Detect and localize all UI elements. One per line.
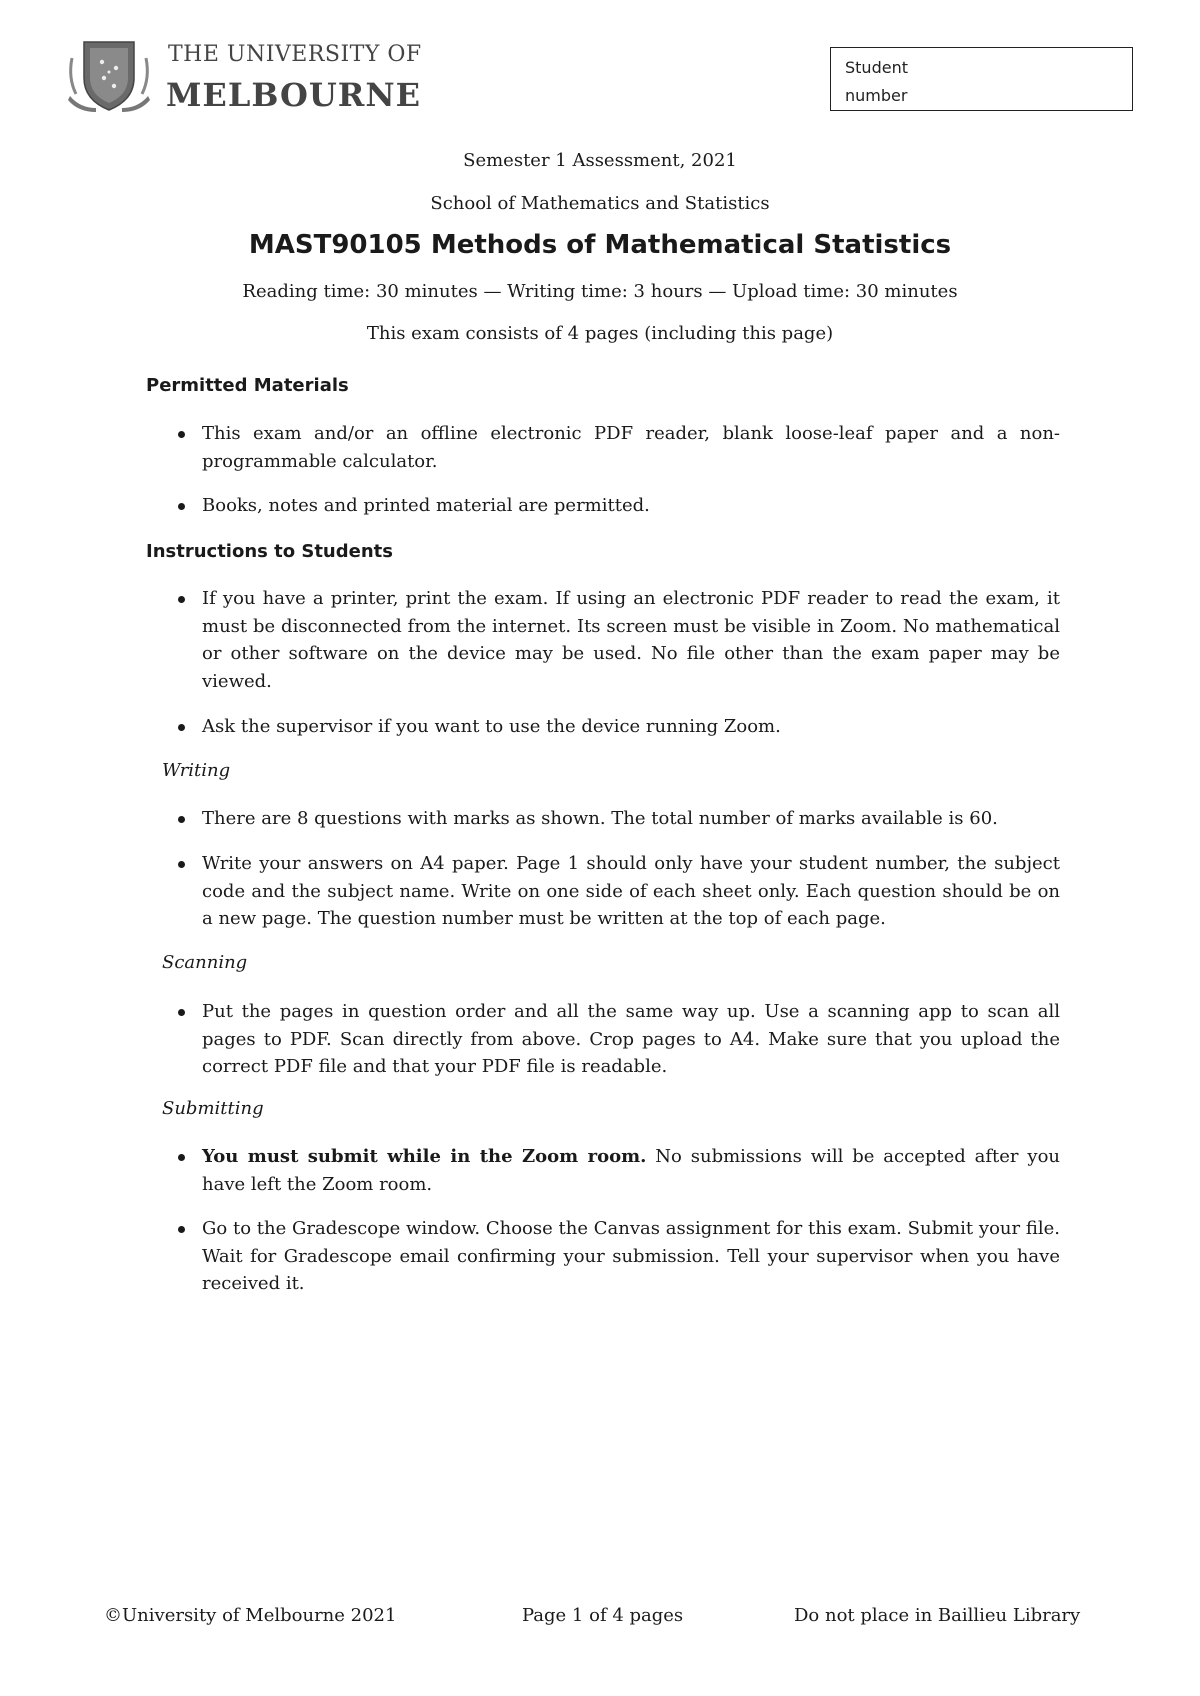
- bullet-icon: [178, 1154, 185, 1161]
- semester-line: Semester 1 Assessment, 2021: [463, 150, 737, 171]
- list-item: Put the pages in question order and all the same way up. Use a scanning app to scan all pages to PDF. Scan directly from above. Crop pages to A4. Make sure that you upload the correct PDF file and that your PDF file is readable.: [178, 998, 1060, 1081]
- zoom-submit-emphasis: You must submit while in the Zoom room.: [202, 1146, 647, 1167]
- student-number-box: [830, 47, 1133, 111]
- student-box-label-line1: Student: [845, 58, 908, 77]
- bullet-icon: [178, 816, 185, 823]
- footer-copyright: ©University of Melbourne 2021: [104, 1605, 397, 1626]
- permitted-materials-heading: Permitted Materials: [146, 375, 349, 396]
- times-line: Reading time: 30 minutes — Writing time: 3 hours — Upload time: 30 minutes: [242, 281, 958, 302]
- zoom-submit-rest: No submissions will be accepted after you have left the Zoom room.: [202, 1146, 1061, 1195]
- footer-page-number: Page 1 of 4 pages: [522, 1605, 684, 1626]
- bullet-icon: [178, 596, 185, 603]
- university-logo: [66, 38, 422, 114]
- school-line: School of Mathematics and Statistics: [430, 193, 770, 214]
- list-item: Go to the Gradescope window. Choose the Canvas assignment for this exam. Submit your file. Wait for Gradescope email confirming your submission. Tell your supervisor when you have received it.: [178, 1215, 1060, 1298]
- list-item: This exam and/or an offline electronic PDF reader, blank loose-leaf paper and a non-programmable calculator.: [178, 420, 1060, 475]
- student-box-label-line2: number: [845, 86, 908, 105]
- list-item: If you have a printer, print the exam. If using an electronic PDF reader to read the exam, it must be disconnected from the internet. Its screen must be visible in Zoom. No mathematical or other software on the device may be used. No file other than the exam paper may be viewed.: [178, 585, 1060, 695]
- pages-line: This exam consists of 4 pages (including this page): [366, 323, 834, 344]
- footer-library-notice: Do not place in Baillieu Library: [794, 1605, 1081, 1626]
- writing-subheading: Writing: [162, 760, 231, 781]
- bullet-icon: [178, 431, 185, 438]
- scanning-subheading: Scanning: [162, 952, 248, 973]
- submitting-subheading: Submitting: [162, 1098, 264, 1119]
- exam-title: MAST90105 Methods of Mathematical Statistics: [248, 230, 952, 260]
- university-crest-icon: [66, 38, 152, 114]
- logo-text-line2: MELBOURNE: [166, 76, 421, 114]
- bullet-icon: [178, 1226, 185, 1233]
- logo-text-line1: THE UNIVERSITY OF: [168, 42, 422, 67]
- bullet-icon: [178, 861, 185, 868]
- list-item: Write your answers on A4 paper. Page 1 should only have your student number, the subject code and the subject name. Write on one side of each sheet only. Each question should be on a new page. The question number must be written at the top of each page.: [178, 850, 1060, 933]
- instructions-heading: Instructions to Students: [146, 541, 393, 562]
- list-item: Ask the supervisor if you want to use the device running Zoom.: [178, 713, 1060, 741]
- bullet-icon: [178, 503, 185, 510]
- list-item: There are 8 questions with marks as shown. The total number of marks available is 60.: [178, 805, 1060, 833]
- bullet-icon: [178, 724, 185, 731]
- list-item: [178, 1143, 1060, 1198]
- list-item: Books, notes and printed material are permitted.: [178, 492, 1060, 520]
- bullet-icon: [178, 1009, 185, 1016]
